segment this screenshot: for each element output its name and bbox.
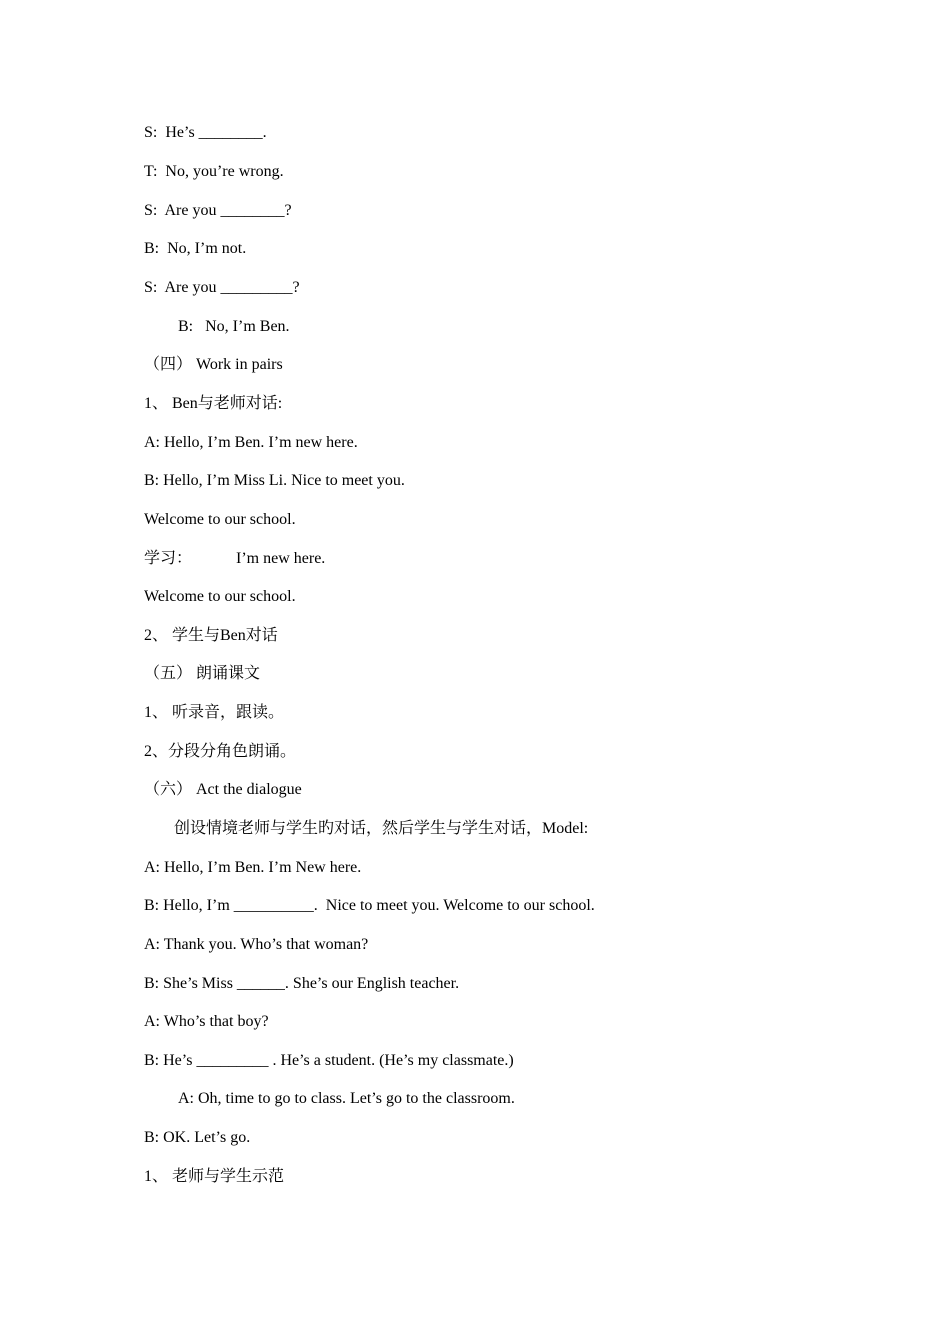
dialogue-line: A: Thank you. Who’s that woman? <box>144 936 369 953</box>
study-phrase: I’m new here. <box>236 550 326 567</box>
dialogue-line: A: Oh, time to go to class. Let’s go to the classroom. <box>178 1090 515 1107</box>
dialogue-line: S: Are you _________? <box>144 279 300 296</box>
dialogue-line: B: No, I’m not. <box>144 240 247 257</box>
step-item: 2、 学生与Ben对话 <box>144 627 278 644</box>
study-line <box>144 549 325 569</box>
step-item: 1、 Ben与老师对话: <box>144 395 283 412</box>
dialogue-line: A: Who’s that boy? <box>144 1013 269 1030</box>
step-item: 2、分段分角色朗诵。 <box>144 743 297 760</box>
dialogue-line: A: Hello, I’m Ben. I’m new here. <box>144 434 358 451</box>
dialogue-line: Welcome to our school. <box>144 511 296 528</box>
dialogue-line: B: Hello, I’m Miss Li. Nice to meet you. <box>144 472 405 489</box>
study-line: Welcome to our school. <box>144 588 296 605</box>
dialogue-line: A: Hello, I’m Ben. I’m New here. <box>144 859 362 876</box>
dialogue-line: S: Are you ________? <box>144 202 292 219</box>
step-item: 1、 老师与学生示范 <box>144 1168 285 1185</box>
dialogue-line: B: She’s Miss ______. She’s our English teacher. <box>144 975 460 992</box>
step-item: 1、 听录音，跟读。 <box>144 704 285 721</box>
dialogue-line: S: He’s ________. <box>144 124 267 141</box>
dialogue-line: B: No, I’m Ben. <box>178 318 290 335</box>
dialogue-line: T: No, you’re wrong. <box>144 163 284 180</box>
dialogue-line: B: OK. Let’s go. <box>144 1129 251 1146</box>
study-label: 学习： <box>144 550 193 567</box>
instruction-text: 创设情境老师与学生旳对话，然后学生与学生对话，Model: <box>174 820 589 837</box>
dialogue-line: B: He’s _________ . He’s a student. (He’s my classmate.) <box>144 1052 514 1069</box>
dialogue-line: B: Hello, I’m __________. Nice to meet you. Welcome to our school. <box>144 897 595 914</box>
section-heading: （六） Act the dialogue <box>144 781 302 798</box>
section-heading: （四） Work in pairs <box>144 356 283 373</box>
section-heading: （五） 朗诵课文 <box>144 665 261 682</box>
